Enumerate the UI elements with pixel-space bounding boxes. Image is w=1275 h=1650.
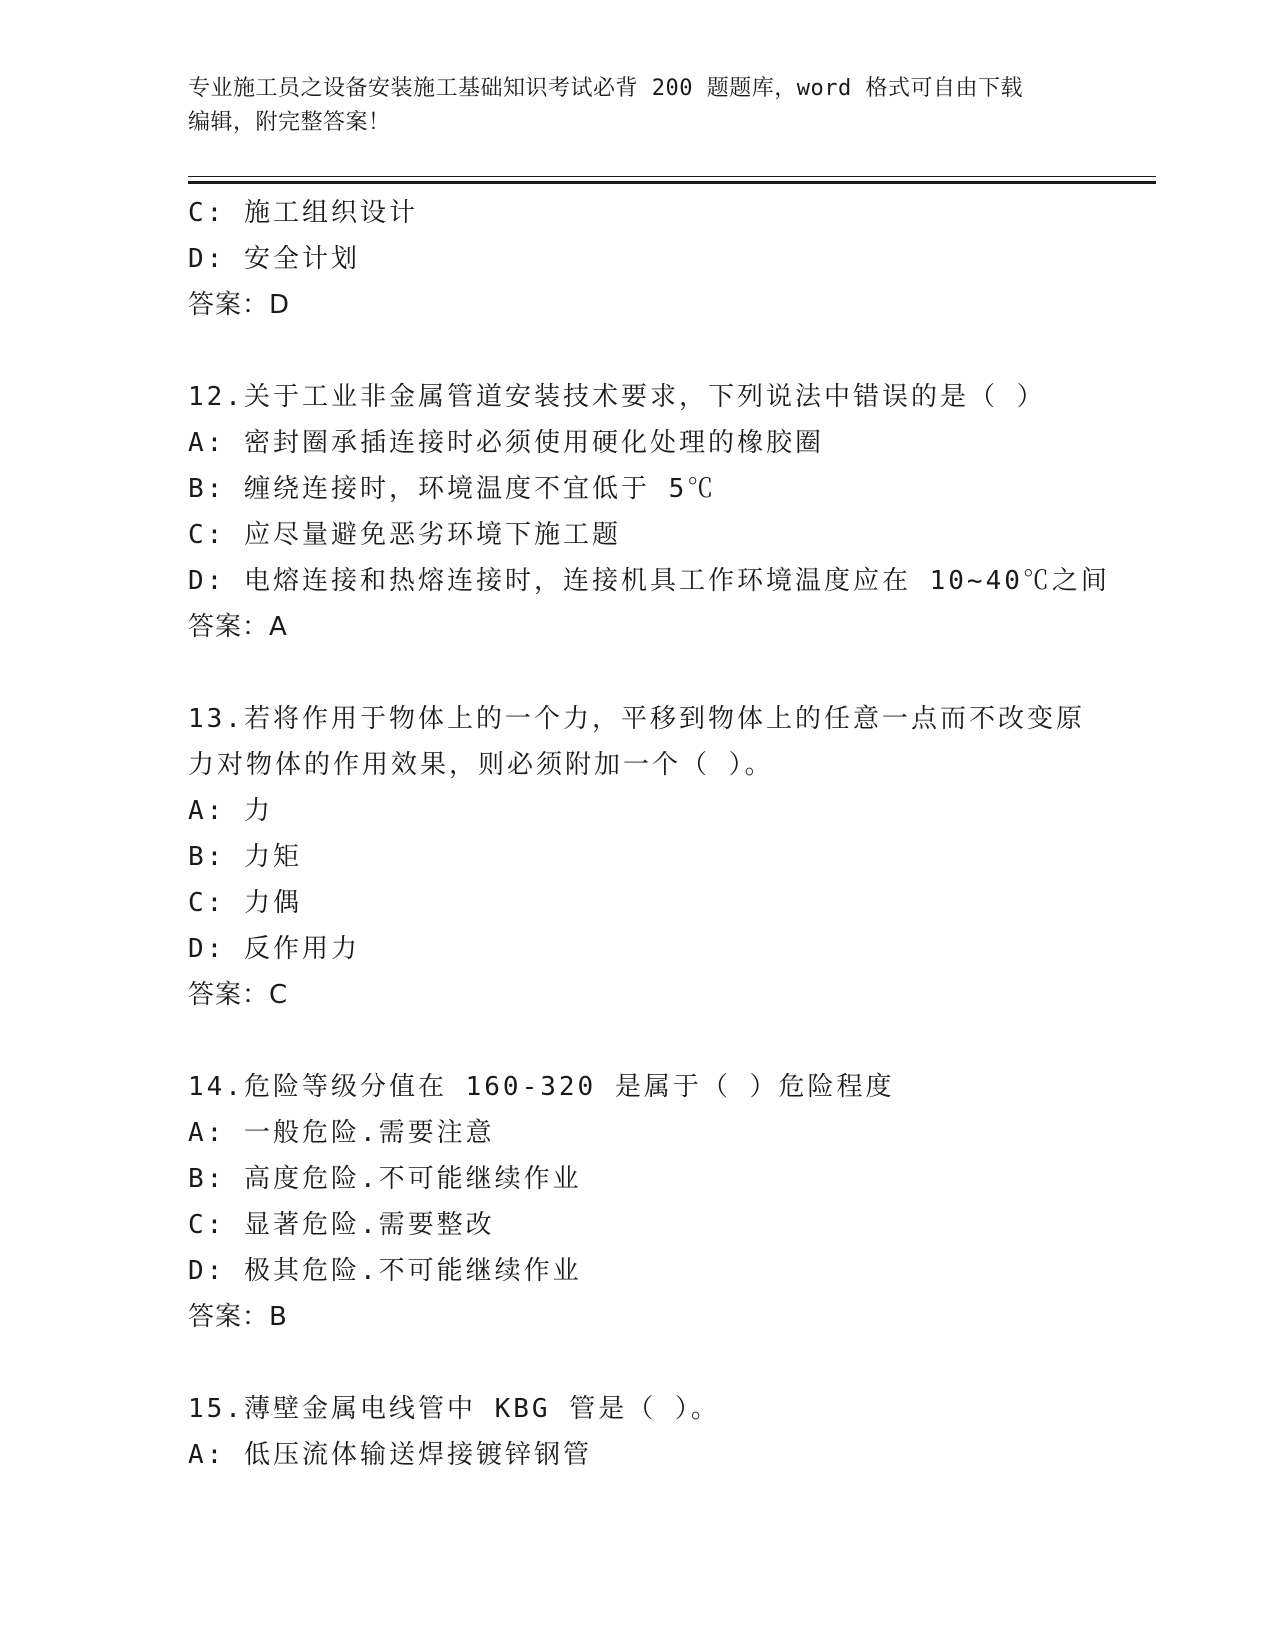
question-12 xyxy=(188,374,1128,650)
option-d: D: 反作用力 xyxy=(188,934,360,964)
option-c: C: 应尽量避免恶劣环境下施工题 xyxy=(188,520,621,550)
option-c: C: 显著危险.需要整改 xyxy=(188,1210,495,1240)
header-line-2: 编辑，附完整答案！ xyxy=(188,110,391,135)
answer-line: 答案：B xyxy=(188,1302,288,1332)
header-rule-thin xyxy=(188,176,1156,177)
answer-line: 答案：D xyxy=(188,290,291,320)
option-c: C: 施工组织设计 xyxy=(188,198,418,228)
question-15 xyxy=(188,1386,1128,1478)
question-stem: 15.薄壁金属电线管中 KBG 管是（ ）。 xyxy=(188,1394,720,1424)
option-d: D: 极其危险.不可能继续作业 xyxy=(188,1256,582,1286)
spacer xyxy=(188,1340,1128,1386)
question-11-continuation xyxy=(188,190,1128,328)
option-a: A: 力 xyxy=(188,796,273,826)
question-14 xyxy=(188,1064,1128,1340)
question-stem: 12.关于工业非金属管道安装技术要求，下列说法中错误的是（ ） xyxy=(188,382,1046,412)
option-c: C: 力偶 xyxy=(188,888,302,918)
answer-line: 答案：A xyxy=(188,612,288,642)
spacer xyxy=(188,1018,1128,1064)
option-a: A: 低压流体输送焊接镀锌钢管 xyxy=(188,1440,592,1470)
option-b: B: 缠绕连接时，环境温度不宜低于 5℃ xyxy=(188,474,717,504)
document-header xyxy=(188,72,1088,140)
question-13 xyxy=(188,696,1128,1018)
option-d: D: 电熔连接和热熔连接时，连接机具工作环境温度应在 10~40℃之间 xyxy=(188,566,1110,596)
question-stem: 14.危险等级分值在 160-320 是属于（ ）危险程度 xyxy=(188,1072,895,1102)
option-b: B: 高度危险.不可能继续作业 xyxy=(188,1164,582,1194)
option-b: B: 力矩 xyxy=(188,842,302,872)
question-stem-continued: 力对物体的作用效果，则必须附加一个（ ）。 xyxy=(188,750,774,780)
answer-line: 答案：C xyxy=(188,980,289,1010)
option-a: A: 密封圈承插连接时必须使用硬化处理的橡胶圈 xyxy=(188,428,824,458)
spacer xyxy=(188,328,1128,374)
question-stem: 13.若将作用于物体上的一个力，平移到物体上的任意一点而不改变原 xyxy=(188,704,1085,734)
header-rule-thick xyxy=(188,181,1156,184)
document-body xyxy=(188,190,1128,1478)
spacer xyxy=(188,650,1128,696)
option-a: A: 一般危险.需要注意 xyxy=(188,1118,495,1148)
option-d: D: 安全计划 xyxy=(188,244,360,274)
header-line-1: 专业施工员之设备安装施工基础知识考试必背 200 题题库，word 格式可自由下载 xyxy=(188,76,1023,101)
